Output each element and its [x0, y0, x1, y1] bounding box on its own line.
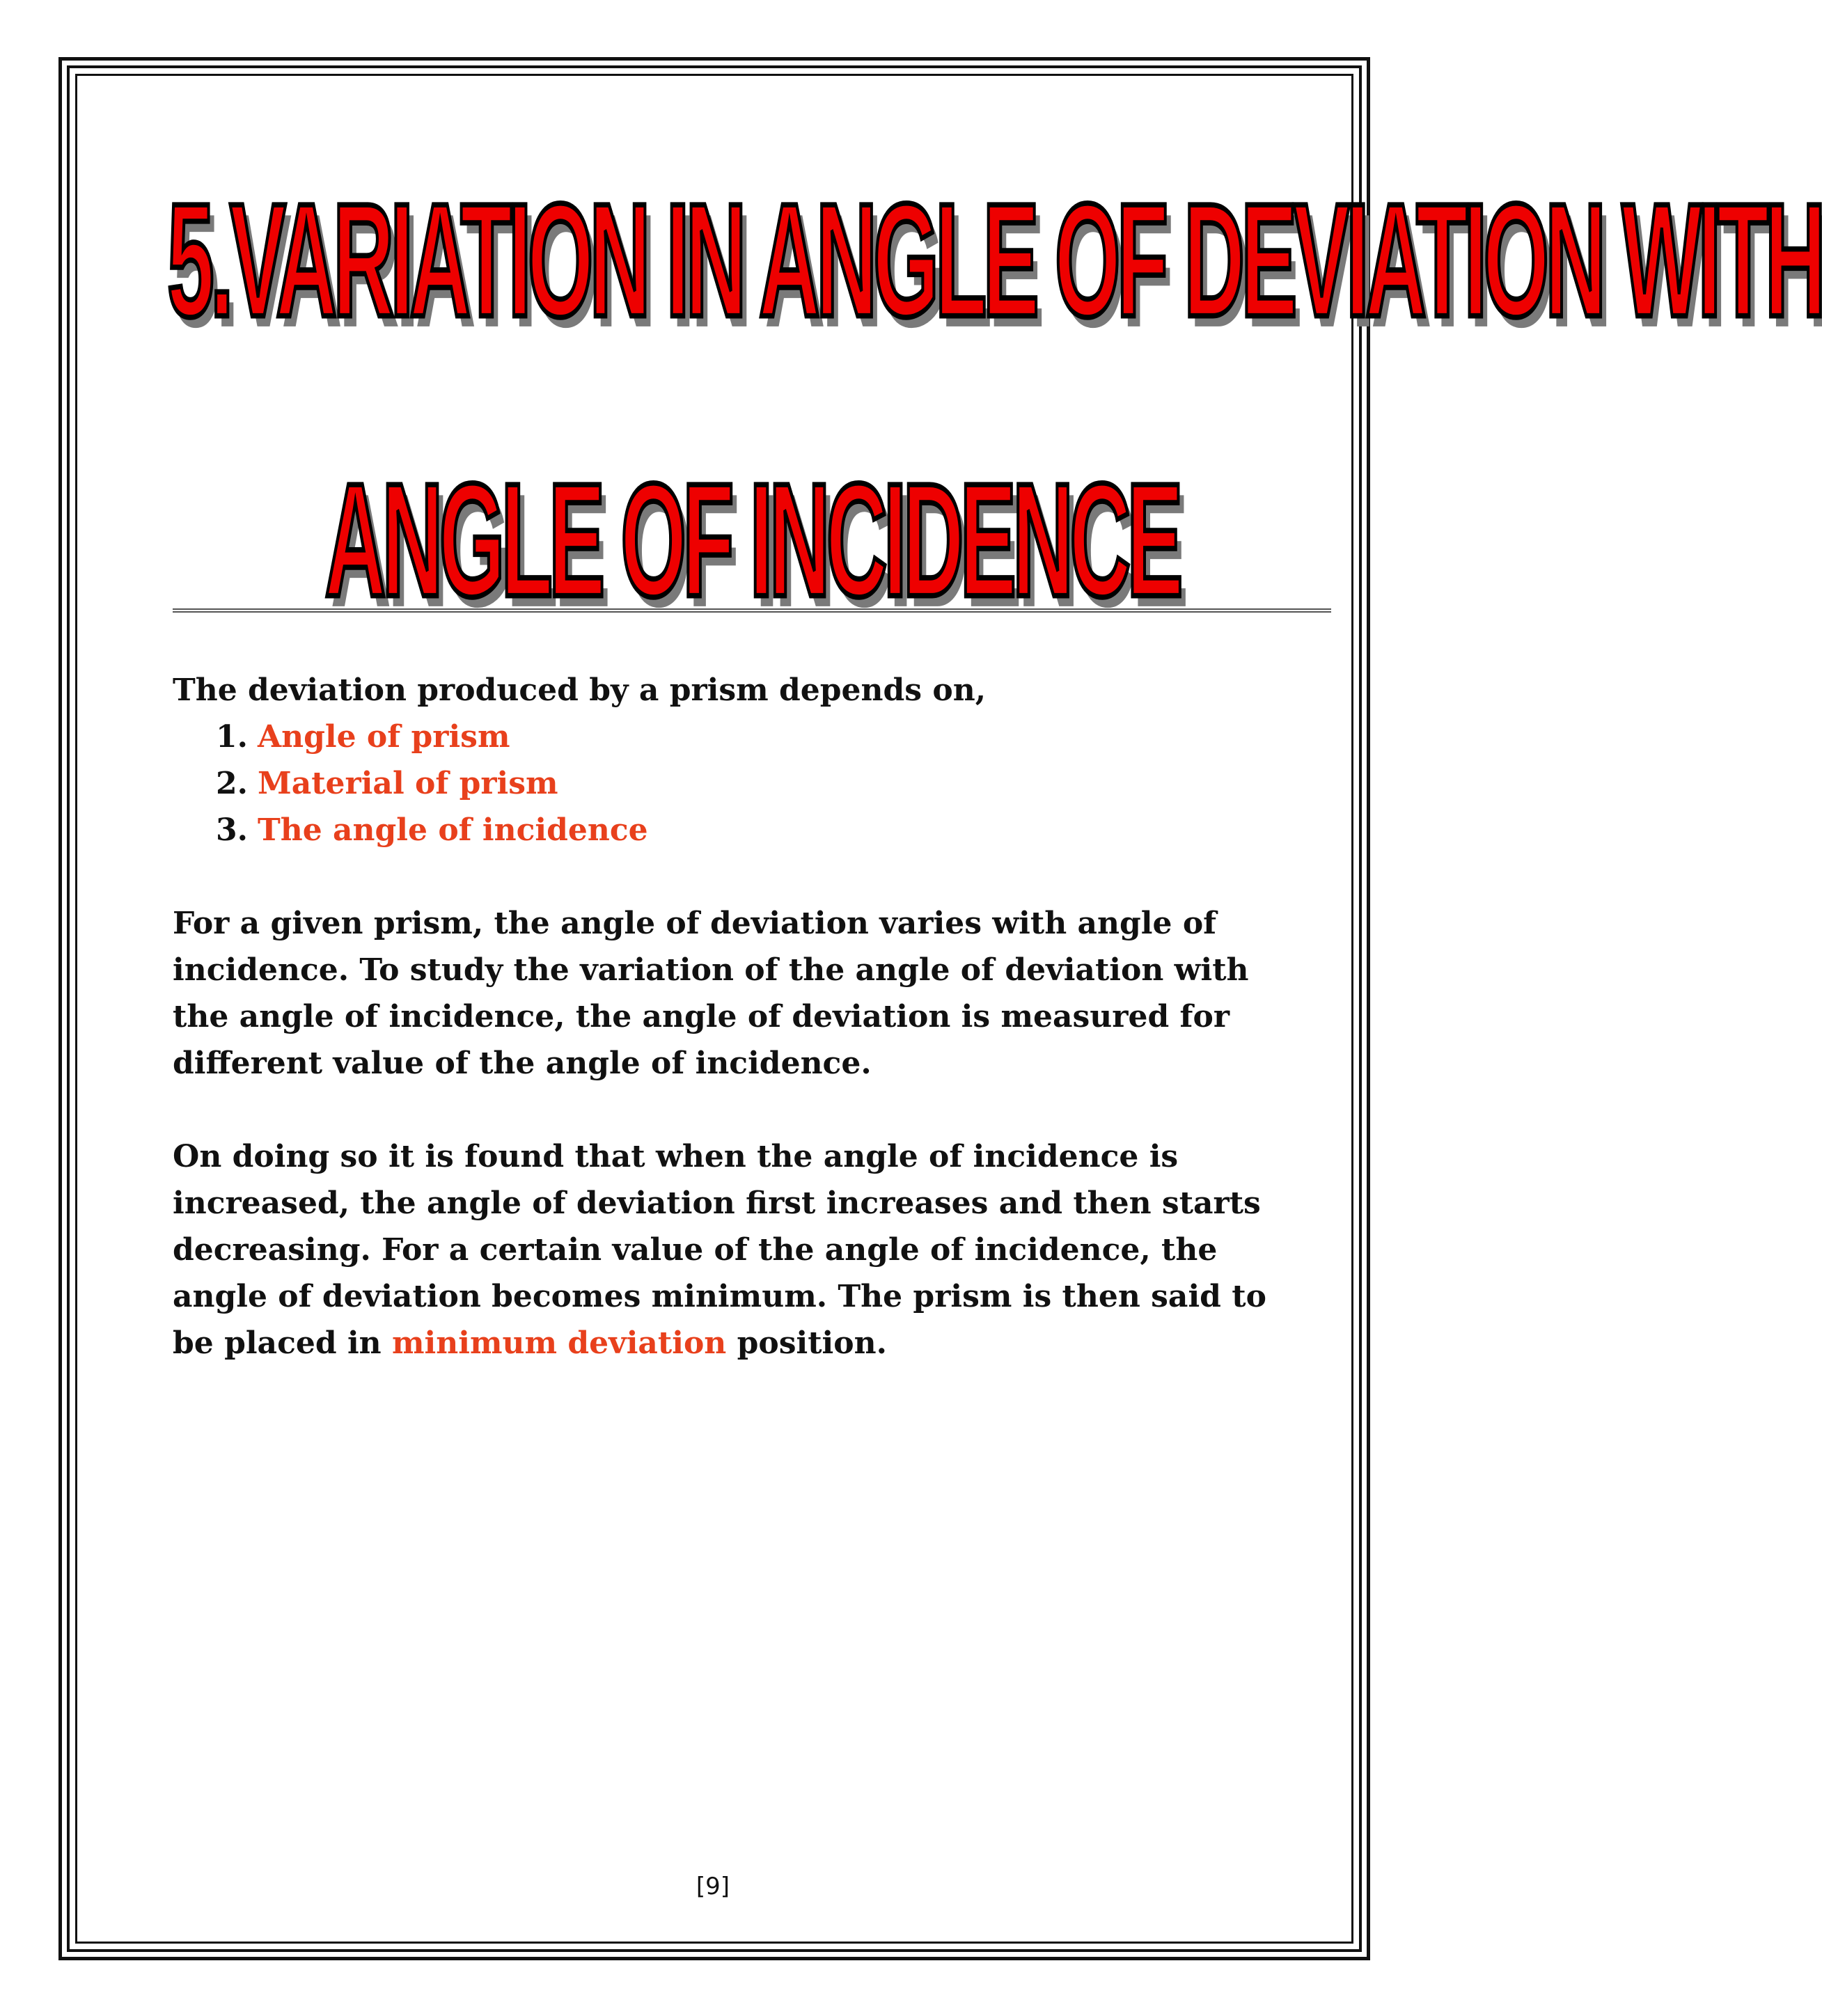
- highlight-term: minimum deviation: [391, 1325, 727, 1361]
- title-divider: [173, 608, 1331, 613]
- list-item: [173, 760, 1301, 807]
- list-number: 3.: [216, 812, 248, 848]
- title-line-2: ANGLE OF INCIDENCE: [324, 450, 1179, 631]
- intro-sentence: The deviation produced by a prism depends on,: [173, 672, 987, 708]
- list-item-label: Material of prism: [258, 766, 558, 801]
- paragraph-1: For a given prism, the angle of deviation varies with angle of incidence. To study the variation of the angle of deviation with the angle of incidence, the angle of deviation is measured for different value of the angle of incidence.: [173, 906, 1249, 1081]
- list-item-label: The angle of incidence: [258, 812, 648, 848]
- body-text: [173, 667, 1301, 1367]
- paragraph-2: [173, 1133, 1301, 1367]
- list-item: [173, 714, 1301, 760]
- title-line-1: 5.VARIATION IN ANGLE OF DEVIATION WITH: [167, 170, 1822, 351]
- list-number: 1.: [216, 719, 248, 755]
- list-number: 2.: [216, 766, 248, 801]
- paragraph-2-text: On doing so it is found that when the angle of incidence is increased, the angle of deviation first increases and then starts decreasing. For a certain value of the angle of incidence, the angle of deviation becomes minimum. The prism is then said to be placed in: [173, 1139, 1266, 1361]
- list-item-label: Angle of prism: [258, 719, 510, 755]
- paragraph-2-end: position.: [726, 1325, 887, 1361]
- page-number: [9]: [696, 1873, 730, 1900]
- spacer: [173, 853, 1301, 900]
- factor-list: [173, 714, 1301, 853]
- list-item: [173, 807, 1301, 853]
- spacer: [173, 1087, 1301, 1133]
